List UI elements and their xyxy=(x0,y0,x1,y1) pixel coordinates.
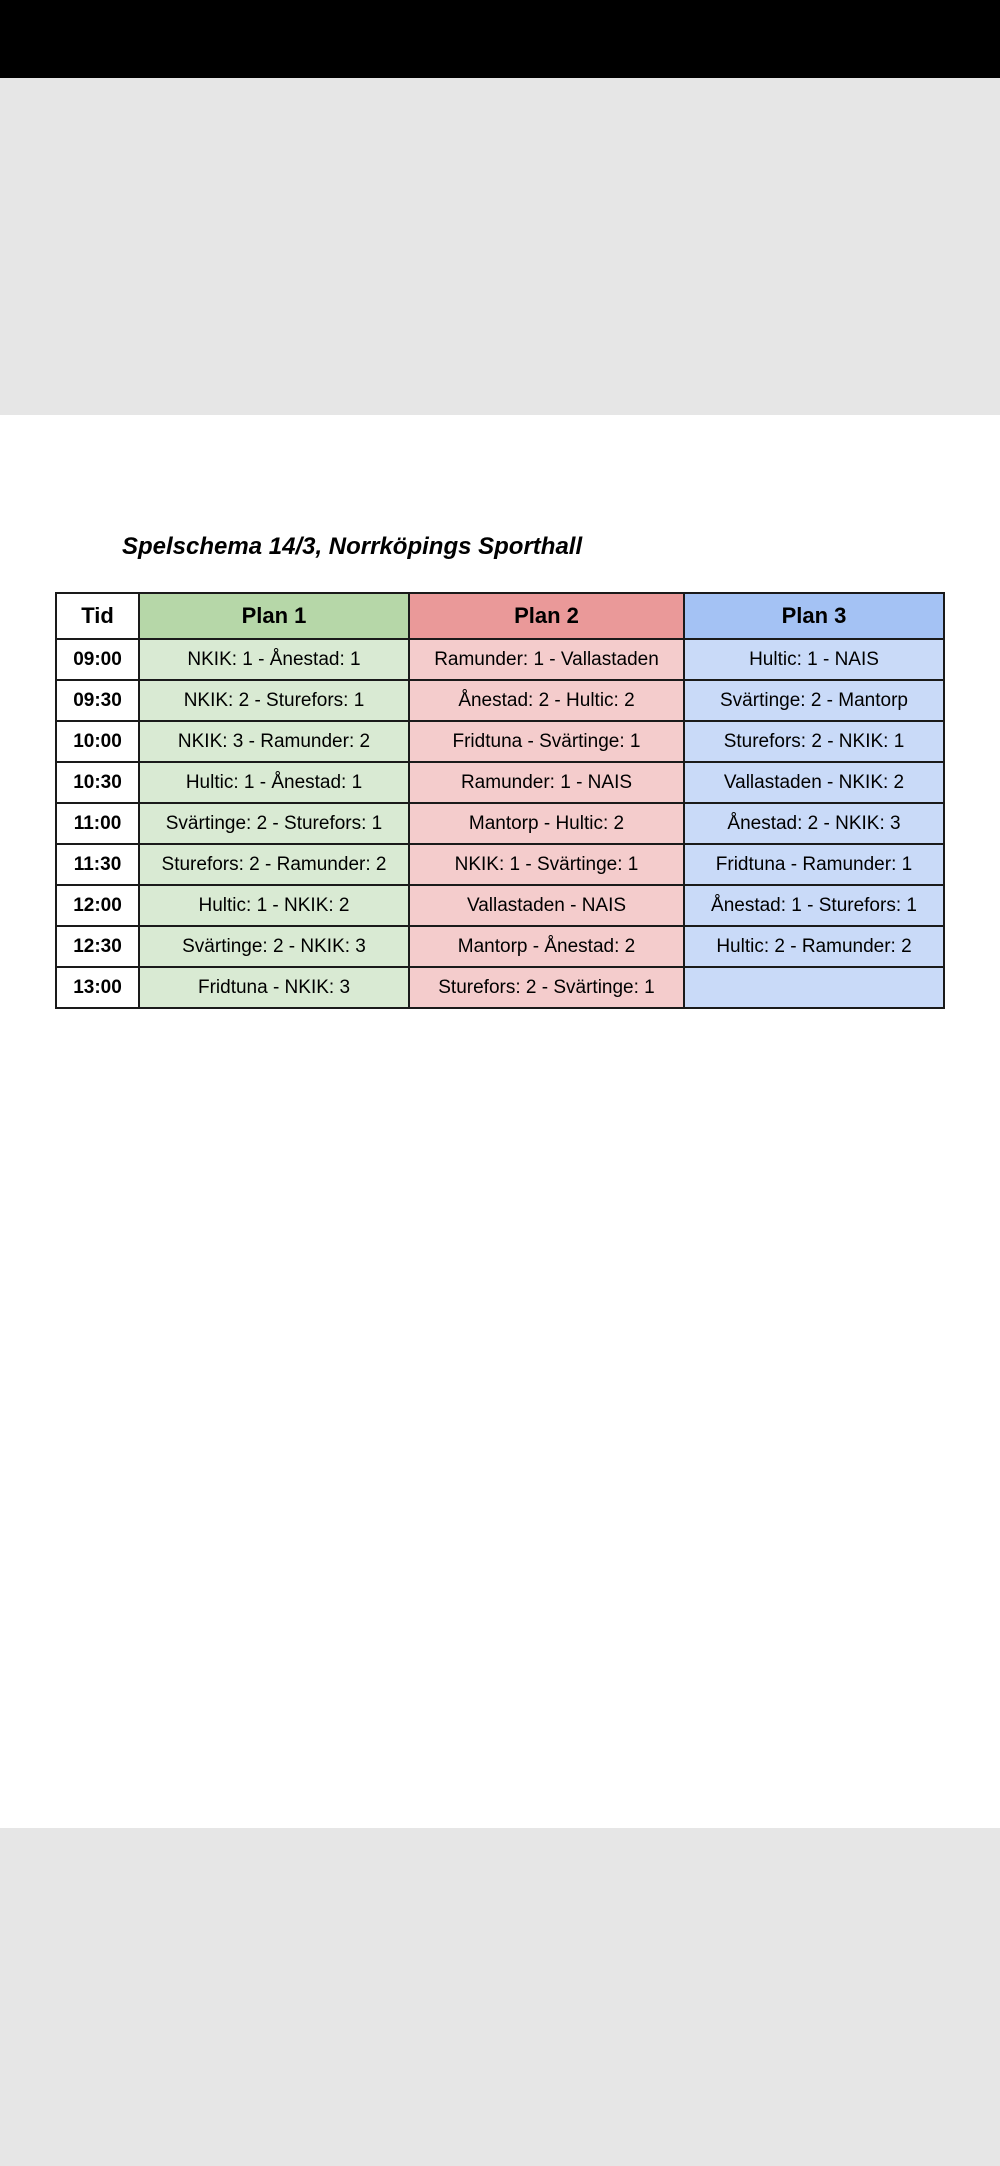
plan-1-match-cell: Sturefors: 2 - Ramunder: 2 xyxy=(139,844,409,885)
time-cell: 09:00 xyxy=(56,639,139,680)
schedule-row xyxy=(56,844,944,885)
plan-2-match-cell: Sturefors: 2 - Svärtinge: 1 xyxy=(409,967,684,1008)
viewer-background-top xyxy=(0,78,1000,415)
plan-2-match-cell: NKIK: 1 - Svärtinge: 1 xyxy=(409,844,684,885)
plan-2-match-cell: Mantorp - Ånestad: 2 xyxy=(409,926,684,967)
plan-2-match-cell: Fridtuna - Svärtinge: 1 xyxy=(409,721,684,762)
plan-3-match-cell: Svärtinge: 2 - Mantorp xyxy=(684,680,944,721)
plan-3-match-cell: Ånestad: 2 - NKIK: 3 xyxy=(684,803,944,844)
header-time: Tid xyxy=(56,593,139,639)
document-title: Spelschema 14/3, Norrköpings Sporthall xyxy=(122,533,583,560)
schedule-row xyxy=(56,721,944,762)
plan-1-match-cell: Svärtinge: 2 - NKIK: 3 xyxy=(139,926,409,967)
plan-3-match-cell xyxy=(684,967,944,1008)
schedule-row xyxy=(56,762,944,803)
plan-2-match-cell: Ramunder: 1 - NAIS xyxy=(409,762,684,803)
schedule-row xyxy=(56,926,944,967)
header-plan-2: Plan 2 xyxy=(409,593,684,639)
plan-3-match-cell: Sturefors: 2 - NKIK: 1 xyxy=(684,721,944,762)
viewer-background-bottom xyxy=(0,1828,1000,2166)
plan-1-match-cell: NKIK: 1 - Ånestad: 1 xyxy=(139,639,409,680)
plan-1-match-cell: Hultic: 1 - NKIK: 2 xyxy=(139,885,409,926)
plan-3-match-cell: Ånestad: 1 - Sturefors: 1 xyxy=(684,885,944,926)
status-bar xyxy=(0,0,1000,78)
time-cell: 13:00 xyxy=(56,967,139,1008)
time-cell: 11:00 xyxy=(56,803,139,844)
plan-1-match-cell: NKIK: 2 - Sturefors: 1 xyxy=(139,680,409,721)
time-cell: 12:30 xyxy=(56,926,139,967)
plan-1-match-cell: NKIK: 3 - Ramunder: 2 xyxy=(139,721,409,762)
header-row xyxy=(56,593,944,639)
schedule-row xyxy=(56,885,944,926)
plan-2-match-cell: Mantorp - Hultic: 2 xyxy=(409,803,684,844)
schedule-row xyxy=(56,803,944,844)
schedule-row xyxy=(56,639,944,680)
schedule-row xyxy=(56,967,944,1008)
plan-3-match-cell: Hultic: 2 - Ramunder: 2 xyxy=(684,926,944,967)
time-cell: 10:00 xyxy=(56,721,139,762)
schedule-table xyxy=(55,592,945,1009)
schedule-row xyxy=(56,680,944,721)
header-plan-3: Plan 3 xyxy=(684,593,944,639)
time-cell: 12:00 xyxy=(56,885,139,926)
plan-3-match-cell: Vallastaden - NKIK: 2 xyxy=(684,762,944,803)
plan-3-match-cell: Hultic: 1 - NAIS xyxy=(684,639,944,680)
plan-1-match-cell: Hultic: 1 - Ånestad: 1 xyxy=(139,762,409,803)
plan-2-match-cell: Vallastaden - NAIS xyxy=(409,885,684,926)
time-cell: 09:30 xyxy=(56,680,139,721)
plan-2-match-cell: Ramunder: 1 - Vallastaden xyxy=(409,639,684,680)
plan-1-match-cell: Fridtuna - NKIK: 3 xyxy=(139,967,409,1008)
header-plan-1: Plan 1 xyxy=(139,593,409,639)
time-cell: 11:30 xyxy=(56,844,139,885)
plan-2-match-cell: Ånestad: 2 - Hultic: 2 xyxy=(409,680,684,721)
plan-1-match-cell: Svärtinge: 2 - Sturefors: 1 xyxy=(139,803,409,844)
schedule-body xyxy=(56,639,944,1008)
time-cell: 10:30 xyxy=(56,762,139,803)
plan-3-match-cell: Fridtuna - Ramunder: 1 xyxy=(684,844,944,885)
document-page[interactable] xyxy=(0,415,1000,1828)
